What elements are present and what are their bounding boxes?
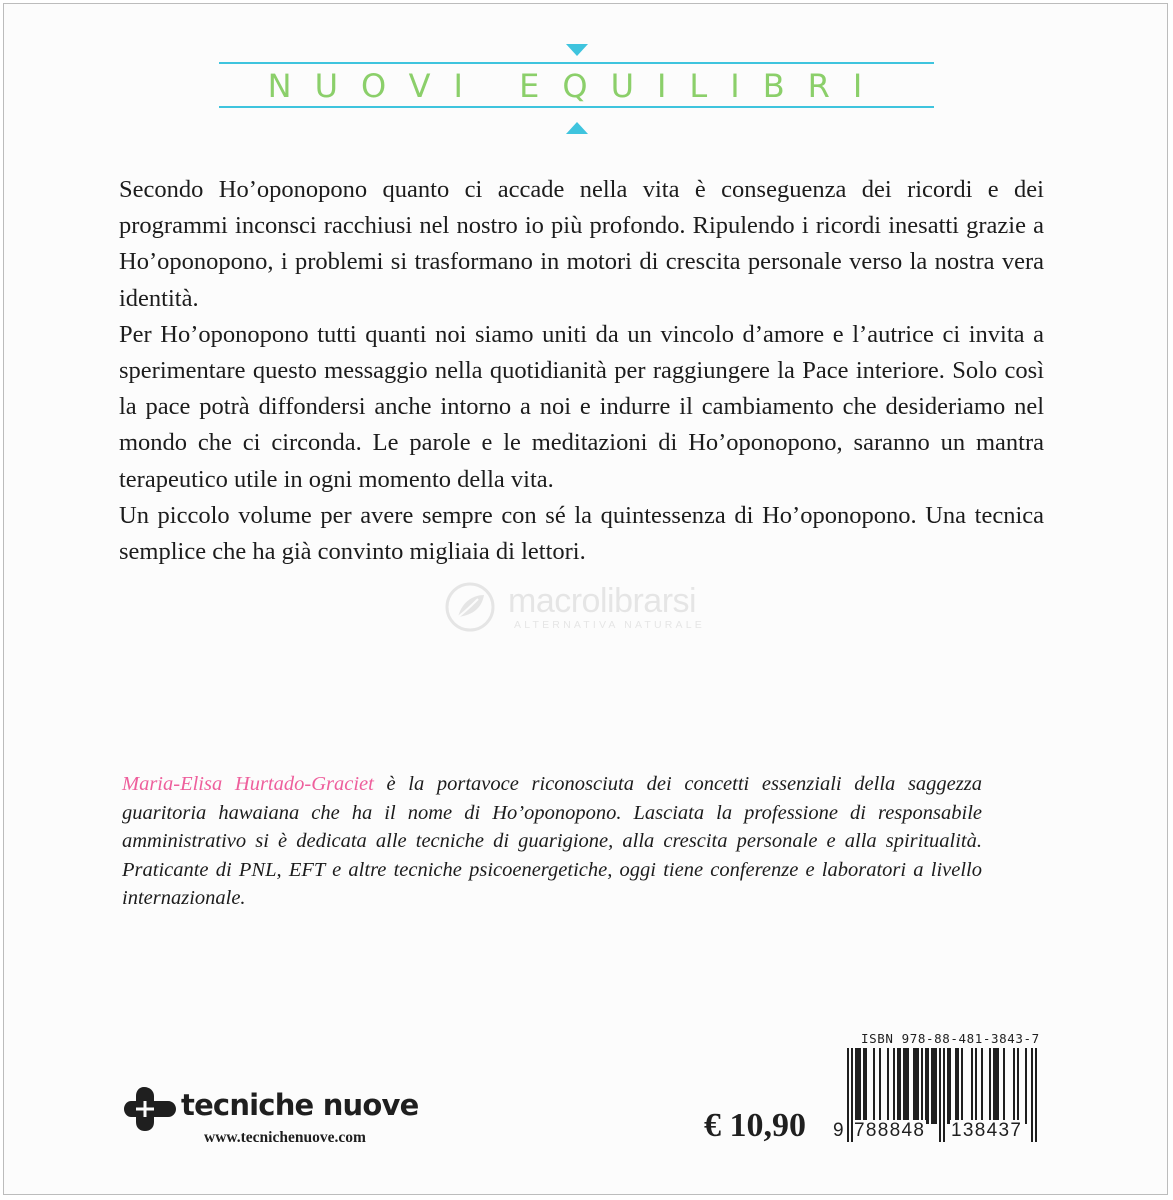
barcode-bar — [949, 1048, 951, 1124]
series-header — [219, 44, 934, 134]
barcode-bar — [927, 1048, 929, 1124]
book-blurb — [119, 172, 1044, 570]
barcode-bar — [917, 1048, 919, 1124]
price-label: € 10,90 — [704, 1107, 806, 1144]
author-bio — [122, 770, 982, 913]
barcode-bar — [887, 1048, 889, 1124]
author-name: Maria-Elisa Hurtado-Graciet — [122, 773, 374, 795]
barcode-bar — [931, 1048, 933, 1124]
blurb-paragraph: Secondo Ho’oponopono quanto ci accade nella vita è conseguenza dei ricordi e dei programmi inconsci racchiusi nel nostro io più profondo. Ripulendo i ricordi inesatti grazie a Ho’oponopono, i problemi si trasformano in motori di crescita personale verso la nostra vera identità. — [119, 176, 1044, 312]
series-name: NUOVI EQUILIBRI — [267, 67, 886, 105]
barcode-bar — [947, 1048, 949, 1124]
book-back-cover — [3, 3, 1168, 1195]
barcode-bar — [957, 1048, 959, 1124]
barcode-bar — [995, 1048, 997, 1124]
series-rule-bottom — [219, 106, 934, 108]
blurb-paragraph: Un piccolo volume per avere sempre con sé la quintessenza di Ho’oponopono. Una tecnica semplice che ha già convinto migliaia di lettori. — [119, 501, 1044, 566]
barcode-bar — [847, 1048, 849, 1142]
barcode-bar — [897, 1048, 899, 1124]
barcode-bar — [955, 1048, 957, 1124]
barcode-bar — [903, 1048, 905, 1124]
barcode-bar — [961, 1048, 963, 1124]
watermark — [444, 579, 744, 639]
barcode-bar — [943, 1048, 945, 1142]
barcode-bar — [899, 1048, 901, 1124]
barcode-bar — [997, 1048, 999, 1124]
barcode-bar — [913, 1048, 915, 1124]
barcode-bar — [865, 1048, 867, 1124]
publisher-block — [124, 1079, 424, 1154]
barcode-bar — [925, 1048, 927, 1124]
barcode-bar — [1035, 1048, 1037, 1142]
barcode-bar — [905, 1048, 907, 1124]
isbn-label: ISBN 978-88-481-3843-7 — [861, 1031, 1040, 1046]
barcode-bar — [935, 1048, 937, 1124]
barcode-bar — [879, 1048, 881, 1124]
barcode-bar — [855, 1048, 857, 1124]
barcode-digit-first: 9 — [833, 1120, 844, 1141]
watermark-tagline: ALTERNATIVA NATURALE — [514, 619, 705, 631]
barcode-bar — [907, 1048, 909, 1124]
barcode-bar — [993, 1048, 995, 1124]
series-rule-top — [219, 62, 934, 64]
barcode-bar — [915, 1048, 917, 1124]
barcode-bar — [863, 1048, 865, 1124]
barcode-digits-left: 788848 — [854, 1120, 926, 1141]
barcode-bar — [1013, 1048, 1015, 1124]
watermark-name: macrolibrarsi — [508, 582, 697, 620]
barcode-bar — [893, 1048, 895, 1124]
triangle-up-icon — [566, 122, 588, 134]
blurb-paragraph: Per Ho’oponopono tutti quanti noi siamo uniti da un vincolo d’amore e l’autrice ci invita a sperimentare questo messaggio nella quotidianità per raggiungere la Pace interiore. Solo così la pace potrà diffondersi anche intorno a noi e indurre il cambiamento che desideriamo nel mondo che ci circonda. Le parole e le meditazioni di Ho’oponopono, saranno un mantra terapeutico utile in ogni momento della vita. — [119, 320, 1044, 493]
barcode-bar — [975, 1048, 977, 1124]
barcode-bar — [989, 1048, 991, 1124]
triangle-down-icon — [566, 44, 588, 56]
barcode-bar — [921, 1048, 923, 1124]
barcode-bar — [971, 1048, 973, 1124]
barcode-bar — [1031, 1048, 1033, 1142]
barcode-digits-right: 138437 — [951, 1120, 1023, 1141]
barcode-bar — [1003, 1048, 1005, 1124]
author-bio-text: è la portavoce riconosciuta dei concetti essenziali della saggezza guaritoria hawaiana che ha il nome di Ho’oponopono. Lasciata la professione di responsabile amministrativo si è dedicata alle tecniche di guarigione, alla crescita personale e alla spiritualità. Praticante di PNL, EFT e altre tecniche psicoenergetiche, oggi tiene conferenze e laboratori a livello internazionale. — [122, 773, 982, 909]
publisher-name: tecniche nuove — [181, 1088, 419, 1122]
leaf-circle-icon — [444, 581, 496, 633]
barcode-bar — [857, 1048, 859, 1124]
barcode-bar — [933, 1048, 935, 1124]
barcode-bar — [1025, 1048, 1027, 1124]
barcode-bar — [873, 1048, 875, 1124]
barcode-bar — [939, 1048, 941, 1142]
barcode-bar — [1017, 1048, 1019, 1124]
publisher-cross-logo-icon — [124, 1085, 176, 1133]
barcode-bar — [859, 1048, 861, 1124]
publisher-url: www.tecnichenuove.com — [204, 1129, 366, 1146]
barcode-bar — [981, 1048, 983, 1124]
